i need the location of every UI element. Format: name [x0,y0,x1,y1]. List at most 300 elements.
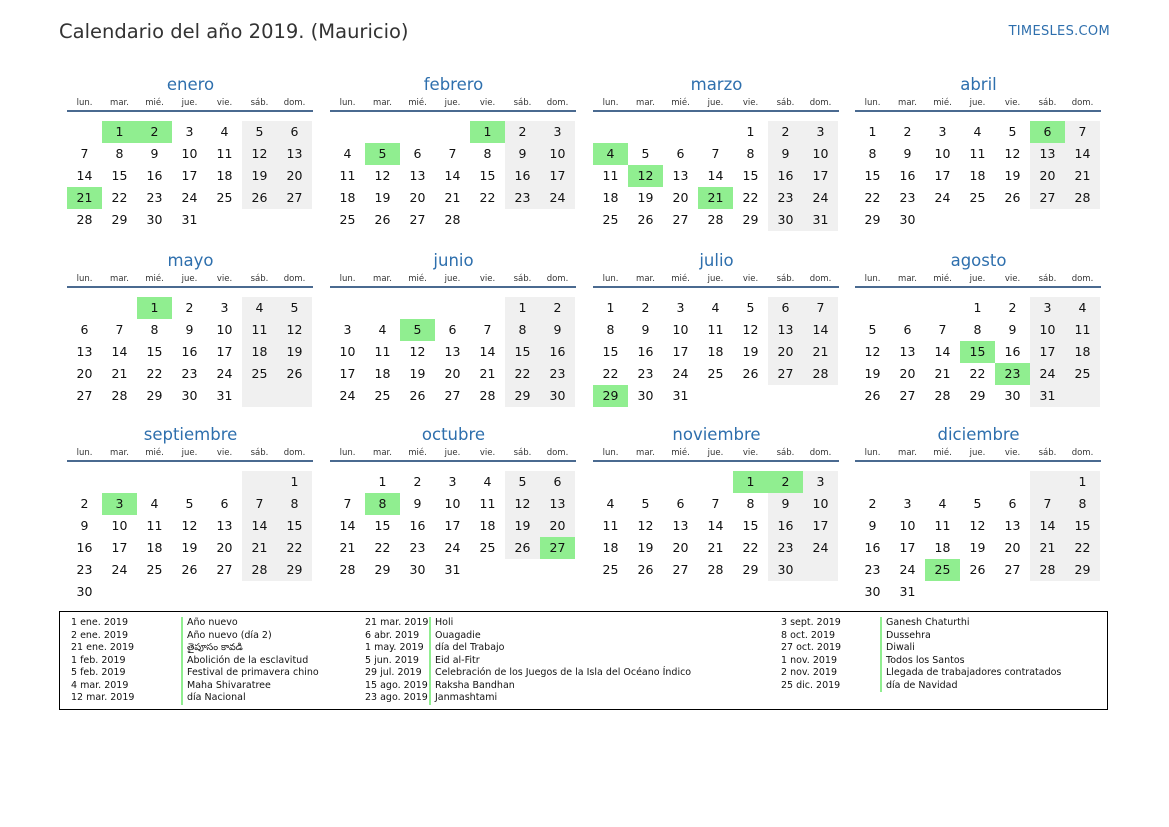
holiday-date: 25 dic. 2019 [781,679,841,691]
calendar-day: 22 [742,540,759,555]
calendar-day: 1 [290,474,299,489]
calendar-day: 16 [146,168,163,183]
calendar-day: 28 [479,388,496,403]
calendar-day: 29 [969,388,986,403]
calendar-day: 8 [290,496,299,511]
calendar-day: 17 [812,518,829,533]
calendar-day: 16 [777,518,794,533]
calendar-day: 30 [777,562,794,577]
calendar-day: 13 [777,322,794,337]
calendar-day: 20 [899,366,916,381]
calendar-day: 25 [374,388,391,403]
calendar-day: 23 [181,366,198,381]
holiday-date: 21 ene. 2019 [71,642,135,653]
holiday-date: 4 mar. 2019 [71,679,129,691]
holiday-name: Festival de primavera chino [181,667,319,680]
weekday-label: mar. [110,448,129,458]
calendar-day: 25 [479,540,496,555]
calendar-day: 22 [374,540,391,555]
calendar-day: 21 [1039,540,1056,555]
weekday-label: jue. [969,448,986,458]
calendar-day: 19 [286,344,303,359]
holiday-date: 29 jul. 2019 [365,667,422,678]
month-name: agosto [950,251,1007,270]
month-name: marzo [690,75,743,94]
calendar-day: 29 [742,562,759,577]
calendar-day: 8 [115,146,124,161]
weekday-label: dom. [809,274,832,284]
calendar-day: 24 [549,190,566,205]
month-name: julio [699,251,734,270]
month-divider [67,460,313,462]
calendar-day: 19 [514,518,531,533]
holiday-name: Llegada de trabajadores contratados [880,667,1061,680]
calendar-day: 25 [602,212,619,227]
calendar-day: 13 [899,344,916,359]
calendar-day: 16 [76,540,93,555]
calendar-day: 5 [518,474,527,489]
weekday-label: mar. [373,98,392,108]
calendar-day: 18 [251,344,268,359]
holiday-date: 5 jun. 2019 [365,654,419,666]
holiday-name: Todos los Santos [880,655,965,668]
calendar-day: 3 [448,474,457,489]
holiday-day: 29 [593,385,628,407]
weekday-label: vie. [1004,448,1021,458]
calendar-day: 10 [444,496,461,511]
calendar-day: 8 [746,496,755,511]
weekday-label: lun. [864,448,881,458]
calendar-day: 23 [76,562,93,577]
holiday-date: 2 ene. 2019 [71,629,128,641]
weekday-label: mar. [898,274,917,284]
calendar-day: 23 [864,562,881,577]
weekday-label: mié. [933,98,952,108]
calendar-day: 12 [969,518,986,533]
weekday-label: dom. [809,448,832,458]
holiday-name: Janmashtami [429,692,497,705]
brand-link[interactable]: TIMESLES.COM [1008,24,1110,39]
calendar-day: 19 [409,366,426,381]
month-name: noviembre [672,425,761,444]
calendar-day: 20 [1004,540,1021,555]
calendar-day: 16 [409,518,426,533]
weekday-label: lun. [602,448,619,458]
weekday-label: sáb. [513,98,532,108]
calendar-day: 14 [707,518,724,533]
calendar-day: 19 [637,190,654,205]
calendar-day: 23 [637,366,654,381]
calendar-day: 21 [479,366,496,381]
calendar-day: 21 [934,366,951,381]
holiday-date: 12 mar. 2019 [71,692,135,703]
weekday-label: jue. [181,274,198,284]
calendar-day: 19 [742,344,759,359]
calendar-day: 9 [781,146,790,161]
calendar-day: 8 [483,146,492,161]
calendar-day: 29 [374,562,391,577]
calendar-day: 28 [251,562,268,577]
calendar-day: 18 [1074,344,1091,359]
calendar-day: 1 [746,124,755,139]
calendar-day: 19 [251,168,268,183]
calendar-day: 23 [146,190,163,205]
weekday-label: vie. [1004,98,1021,108]
calendar-day: 13 [1039,146,1056,161]
calendar-day: 1 [1078,474,1087,489]
weekday-label: lun. [864,274,881,284]
calendar-day: 15 [864,168,881,183]
calendar-day: 18 [969,168,986,183]
calendar-day: 31 [181,212,198,227]
weekday-label: mié. [671,448,690,458]
calendar-day: 17 [216,344,233,359]
calendar-day: 5 [746,300,755,315]
weekday-label: jue. [181,448,198,458]
month-divider [593,286,839,288]
calendar-day: 7 [115,322,124,337]
holiday-date: 3 sept. 2019 [781,617,841,628]
holiday-date: 21 mar. 2019 [365,617,429,628]
calendar-day: 12 [742,322,759,337]
weekday-label: dom. [546,98,569,108]
calendar-day: 6 [448,322,457,337]
weekday-label: lun. [339,274,356,284]
calendar-day: 29 [1074,562,1091,577]
month-divider [330,460,576,462]
weekday-label: mié. [408,448,427,458]
holiday-name: Dussehra [880,630,931,643]
calendar-day: 15 [602,344,619,359]
calendar-day: 13 [76,344,93,359]
holiday-date: 27 oct. 2019 [781,642,842,653]
calendar-day: 19 [637,540,654,555]
calendar-day: 3 [220,300,229,315]
weekday-label: sáb. [250,274,269,284]
calendar-day: 20 [672,190,689,205]
holiday-day: 2 [768,471,803,493]
calendar-day: 19 [1004,168,1021,183]
calendar-day: 20 [1039,168,1056,183]
calendar-day: 31 [216,388,233,403]
calendar-day: 18 [479,518,496,533]
weekday-label: mar. [110,274,129,284]
calendar-day: 8 [868,146,877,161]
calendar-day: 14 [479,344,496,359]
holiday-day: 4 [593,143,628,165]
calendar-day: 12 [1004,146,1021,161]
weekday-label: mié. [408,98,427,108]
calendar-day: 5 [185,496,194,511]
calendar-day: 26 [251,190,268,205]
calendar-day: 24 [216,366,233,381]
weekday-label: mar. [898,448,917,458]
holiday-name: తైపూసం కావడి [181,642,243,655]
calendar-day: 31 [812,212,829,227]
calendar-day: 18 [339,190,356,205]
calendar-day: 2 [903,124,912,139]
calendar-day: 12 [514,496,531,511]
calendar-day: 30 [637,388,654,403]
month-name: febrero [423,75,484,94]
weekday-label: vie. [216,274,233,284]
calendar-day: 11 [479,496,496,511]
month-divider [67,286,313,288]
calendar-day: 14 [444,168,461,183]
calendar-day: 29 [514,388,531,403]
holiday-day: 1 [470,121,505,143]
calendar-day: 15 [742,168,759,183]
calendar-day: 10 [899,518,916,533]
calendar-day: 17 [899,540,916,555]
calendar-day: 11 [602,518,619,533]
calendar-day: 4 [343,146,352,161]
calendar-day: 17 [1039,344,1056,359]
calendar-day: 17 [111,540,128,555]
calendar-day: 21 [444,190,461,205]
calendar-day: 26 [864,388,881,403]
calendar-day: 18 [602,190,619,205]
calendar-day: 24 [111,562,128,577]
holiday-date: 1 ene. 2019 [71,617,128,628]
calendar-day: 14 [1039,518,1056,533]
calendar-day: 22 [286,540,303,555]
weekday-label: sáb. [1038,448,1057,458]
calendar-day: 5 [1008,124,1017,139]
calendar-day: 4 [606,496,615,511]
holiday-day: 6 [1030,121,1065,143]
month-divider [330,286,576,288]
weekday-label: dom. [546,274,569,284]
calendar-day: 6 [80,322,89,337]
calendar-day: 22 [146,366,163,381]
calendar-day: 14 [1074,146,1091,161]
weekday-label: mar. [110,98,129,108]
calendar-day: 17 [812,168,829,183]
calendar-day: 10 [934,146,951,161]
calendar-day: 27 [444,388,461,403]
calendar-day: 11 [602,168,619,183]
holiday-date: 2 nov. 2019 [781,667,837,678]
calendar-day: 7 [1078,124,1087,139]
weekday-label: mar. [898,98,917,108]
calendar-day: 1 [518,300,527,315]
weekday-label: jue. [444,448,461,458]
calendar-day: 20 [76,366,93,381]
holiday-name: Ouagadie [429,630,481,643]
calendar-day: 24 [1039,366,1056,381]
calendar-day: 29 [111,212,128,227]
calendar-day: 1 [868,124,877,139]
calendar-day: 27 [1039,190,1056,205]
calendar-day: 13 [1004,518,1021,533]
weekday-label: mar. [636,98,655,108]
calendar-day: 13 [216,518,233,533]
weekday-label: mié. [145,274,164,284]
weekday-label: vie. [216,448,233,458]
month-divider [855,286,1101,288]
calendar-day: 28 [934,388,951,403]
holiday-name: Abolición de la esclavitud [181,655,308,668]
calendar-day: 3 [903,496,912,511]
calendar-day: 10 [1039,322,1056,337]
holiday-name: Raksha Bandhan [429,680,515,693]
calendar-day: 4 [483,474,492,489]
month-divider [855,110,1101,112]
calendar-day: 19 [181,540,198,555]
weekday-label: dom. [546,448,569,458]
calendar-day: 16 [864,540,881,555]
calendar-day: 8 [746,146,755,161]
calendar-day: 11 [707,322,724,337]
calendar-day: 7 [255,496,264,511]
calendar-day: 3 [343,322,352,337]
calendar-day: 24 [812,540,829,555]
calendar-day: 23 [409,540,426,555]
calendar-day: 12 [286,322,303,337]
calendar-day: 24 [934,190,951,205]
calendar-day: 28 [707,562,724,577]
calendar-day: 12 [251,146,268,161]
calendar-day: 13 [444,344,461,359]
calendar-day: 14 [707,168,724,183]
calendar-day: 25 [339,212,356,227]
month-name: enero [166,75,215,94]
calendar-day: 6 [290,124,299,139]
calendar-day: 15 [374,518,391,533]
calendar-day: 10 [672,322,689,337]
calendar-day: 4 [378,322,387,337]
calendar-day: 6 [413,146,422,161]
weekday-label: mar. [373,274,392,284]
weekday-label: dom. [283,448,306,458]
calendar-day: 3 [676,300,685,315]
calendar-day: 9 [518,146,527,161]
calendar-day: 27 [76,388,93,403]
calendar-day: 22 [514,366,531,381]
calendar-day: 23 [777,190,794,205]
holiday-list [59,611,1108,710]
calendar-day: 8 [150,322,159,337]
calendar-day: 21 [707,540,724,555]
calendar-day: 21 [251,540,268,555]
calendar-day: 7 [343,496,352,511]
weekday-label: sáb. [776,274,795,284]
weekday-label: vie. [742,274,759,284]
calendar-day: 5 [868,322,877,337]
calendar-day: 7 [711,496,720,511]
calendar-day: 17 [549,168,566,183]
calendar-day: 8 [518,322,527,337]
calendar-day: 28 [707,212,724,227]
calendar-day: 4 [150,496,159,511]
calendar-day: 30 [864,584,881,599]
calendar-day: 27 [777,366,794,381]
calendar-day: 16 [549,344,566,359]
calendar-day: 4 [1078,300,1087,315]
calendar-day: 31 [444,562,461,577]
weekday-label: sáb. [513,274,532,284]
holiday-name: día del Trabajo [429,642,504,655]
calendar-day: 29 [742,212,759,227]
calendar-day: 10 [111,518,128,533]
calendar-day: 17 [672,344,689,359]
calendar-day: 9 [781,496,790,511]
holiday-name: Eid al-Fitr [429,655,480,668]
holiday-day: 1 [733,471,768,493]
weekday-label: jue. [707,274,724,284]
calendar-day: 18 [374,366,391,381]
calendar-day: 20 [409,190,426,205]
calendar-day: 1 [973,300,982,315]
calendar-day: 24 [339,388,356,403]
weekday-label: sáb. [250,448,269,458]
calendar-day: 13 [409,168,426,183]
calendar-day: 26 [637,212,654,227]
calendar-day: 4 [711,300,720,315]
calendar-day: 3 [185,124,194,139]
calendar-day: 14 [339,518,356,533]
holiday-date: 6 abr. 2019 [365,629,420,641]
calendar-day: 14 [934,344,951,359]
calendar-day: 24 [181,190,198,205]
weekday-label: vie. [1004,274,1021,284]
weekday-label: jue. [707,448,724,458]
calendar-day: 18 [146,540,163,555]
calendar-day: 5 [290,300,299,315]
calendar-day: 1 [378,474,387,489]
calendar-day: 14 [111,344,128,359]
calendar-day: 6 [553,474,562,489]
calendar-day: 27 [216,562,233,577]
month-name: junio [433,251,474,270]
calendar-day: 6 [1008,496,1017,511]
page-title: Calendario del año 2019. (Mauricio) [59,20,409,43]
calendar-day: 25 [251,366,268,381]
holiday-day: 2 [137,121,172,143]
calendar-day: 29 [146,388,163,403]
calendar-day: 20 [286,168,303,183]
holiday-day: 1 [102,121,137,143]
weekday-label: dom. [283,274,306,284]
calendar-day: 18 [934,540,951,555]
calendar-day: 15 [146,344,163,359]
weekday-label: sáb. [513,448,532,458]
calendar-day: 3 [816,124,825,139]
calendar-day: 12 [637,518,654,533]
weekday-label: jue. [969,98,986,108]
calendar-day: 20 [672,540,689,555]
calendar-day: 9 [1008,322,1017,337]
calendar-day: 11 [969,146,986,161]
holiday-day: 5 [400,319,435,341]
calendar-day: 9 [641,322,650,337]
calendar-day: 6 [903,322,912,337]
holiday-date: 5 feb. 2019 [71,667,126,678]
weekday-label: mar. [373,448,392,458]
calendar-day: 30 [409,562,426,577]
calendar-day: 9 [413,496,422,511]
calendar-day: 4 [255,300,264,315]
calendar-day: 20 [444,366,461,381]
weekday-label: lun. [76,448,93,458]
holiday-day: 23 [995,363,1030,385]
calendar-day: 23 [777,540,794,555]
weekday-label: lun. [76,274,93,284]
calendar-day: 28 [1039,562,1056,577]
calendar-day: 16 [514,168,531,183]
calendar-day: 30 [899,212,916,227]
